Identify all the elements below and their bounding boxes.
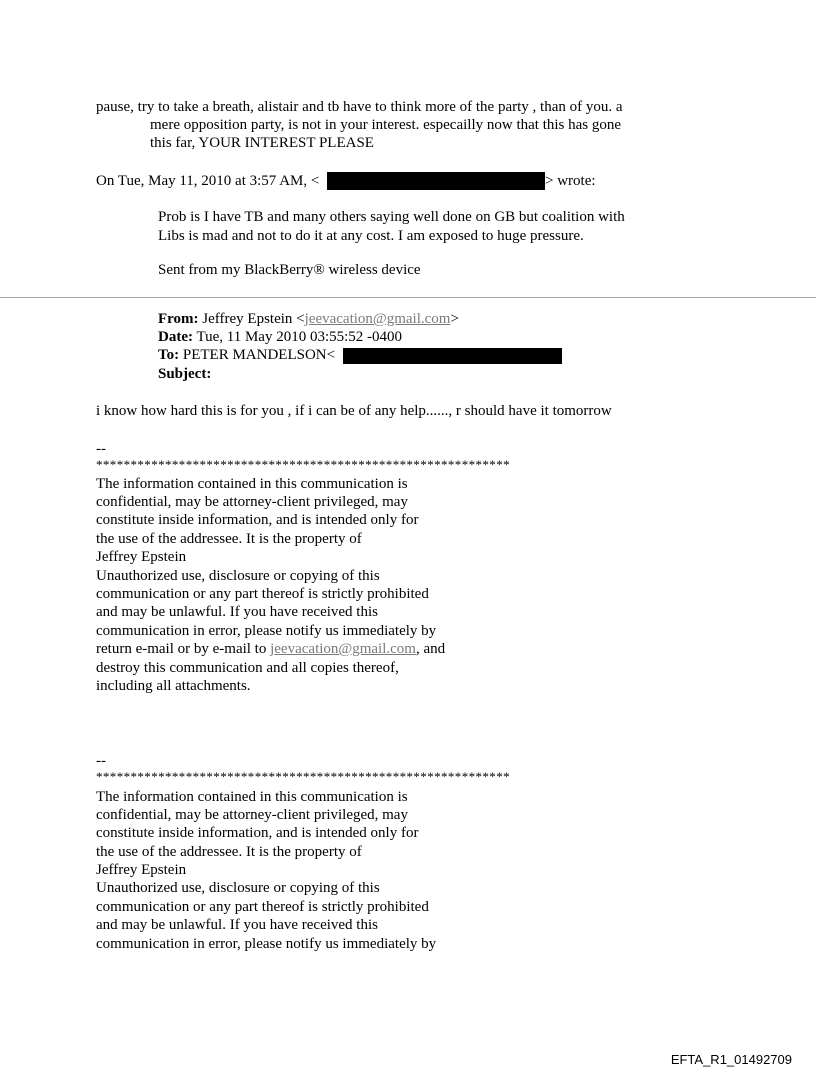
disclaimer-2-stars: ************************************************************ [96, 769, 510, 784]
disclaimer-1-line: destroy this communication and all copies thereof, [96, 660, 399, 676]
from-email-link[interactable]: jeevacation@gmail.com [304, 311, 451, 327]
reply-line-1: pause, try to take a breath, alistair and tb have to think more of the party , than of you. a [96, 99, 623, 115]
reply-line-2: mere opposition party, is not in your interest. especailly now that this has gone [150, 117, 622, 133]
disclaimer-1-dashes: -- [96, 441, 106, 457]
disclaimer-1-line: Unauthorized use, disclosure or copying of this [96, 568, 380, 584]
disclaimer-2-line: Unauthorized use, disclosure or copying of this [96, 880, 380, 896]
date-value: Tue, 11 May 2010 03:55:52 -0400 [196, 329, 403, 345]
to-value: PETER MANDELSON< [182, 347, 336, 363]
disclaimer-1-line: the use of the addressee. It is the property of [96, 531, 362, 547]
disclaimer-1-line: communication in error, please notify us immediately by [96, 623, 437, 639]
disclaimer-1-stars: ************************************************************ [96, 457, 510, 472]
date-row [158, 328, 402, 346]
from-name: Jeffrey Epstein < [202, 311, 305, 327]
disclaimer-2-line: communication in error, please notify us immediately by [96, 936, 437, 952]
disclaimer-1-line: including all attachments. [96, 678, 251, 694]
from-close: > [450, 311, 459, 327]
from-row [158, 310, 459, 328]
quote-header-suffix: > wrote: [545, 173, 596, 189]
to-row [158, 346, 335, 364]
disclaimer-2-line: and may be unlawful. If you have received this [96, 917, 378, 933]
forwarded-body: i know how hard this is for you , if i can be of any help......, r should have it tomorrow [96, 403, 612, 419]
to-label: To: [158, 347, 180, 363]
disclaimer-1-line: The information contained in this communication is [96, 476, 408, 492]
disclaimer-2-line: Jeffrey Epstein [96, 862, 187, 878]
disclaimer-2-line: the use of the addressee. It is the property of [96, 844, 362, 860]
message-divider [0, 297, 816, 298]
return-suffix: , and [415, 641, 446, 657]
subject-label: Subject: [158, 366, 212, 382]
disclaimer-1-line: confidential, may be attorney-client privileged, may [96, 494, 408, 510]
disclaimer-1-line: Jeffrey Epstein [96, 549, 187, 565]
disclaimer-2-line: The information contained in this communication is [96, 789, 408, 805]
document-id: EFTA_R1_01492709 [670, 1052, 792, 1067]
disclaimer-2-dashes: -- [96, 753, 106, 769]
disclaimer-1-line: constitute inside information, and is intended only for [96, 512, 419, 528]
disclaimer-1-line: communication or any part thereof is strictly prohibited [96, 586, 429, 602]
disclaimer-2-line: constitute inside information, and is intended only for [96, 825, 419, 841]
date-label: Date: [158, 329, 193, 345]
disclaimer-1-line: and may be unlawful. If you have received this [96, 604, 378, 620]
disclaimer-2-line: confidential, may be attorney-client privileged, may [96, 807, 408, 823]
disclaimer-2-line: communication or any part thereof is strictly prohibited [96, 899, 429, 915]
redaction-recipient-email [343, 348, 562, 364]
quoted-line-1: Prob is I have TB and many others saying well done on GB but coalition with [158, 209, 625, 225]
redaction-sender-email [327, 172, 545, 190]
return-email-link[interactable]: jeevacation@gmail.com [270, 641, 416, 657]
quoted-line-2: Libs is mad and not to do it at any cost. I am exposed to huge pressure. [158, 228, 584, 244]
subject-row [158, 365, 211, 383]
return-prefix: return e-mail or by e-mail to [96, 641, 271, 657]
quote-header-prefix: On Tue, May 11, 2010 at 3:57 AM, < [96, 173, 320, 189]
quoted-signature: Sent from my BlackBerry® wireless device [158, 262, 421, 278]
from-label: From: [158, 311, 199, 327]
disclaimer-1-return-line [96, 640, 445, 658]
reply-line-3: this far, YOUR INTEREST PLEASE [150, 135, 374, 151]
